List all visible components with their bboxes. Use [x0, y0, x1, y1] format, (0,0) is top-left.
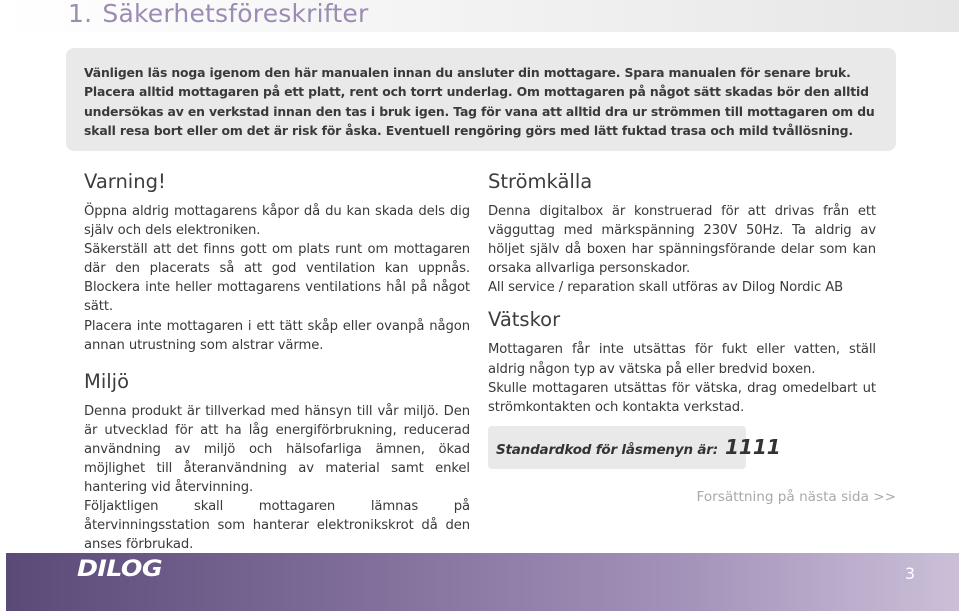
liquids-heading: Vätskor	[488, 308, 561, 332]
left-column	[84, 170, 470, 555]
power-paragraph: All service / reparation skall utföras av Dilog Nordic AB	[488, 280, 844, 296]
notice-line: skall resa bort eller om det är risk för åska. Eventuell rengöring görs med lätt fuktad trasa och mild tvållösning.	[84, 123, 853, 139]
lock-code-value: 1111	[725, 435, 781, 459]
lock-code-label: Standardkod för låsmenyn är:	[496, 442, 718, 458]
notice-line: undersökas av en verkstad innan den tas i bruk igen. Tag för vana att alltid dra ur strömmen till mottagaren om du	[84, 103, 875, 119]
warning-paragraph: Öppna aldrig mottagarens kåpor då du kan skada dels dig själv och dels elektroniken.	[84, 204, 470, 239]
right-column	[488, 170, 876, 417]
environment-paragraph: Denna produkt är tillverkad med hänsyn till vår miljö. Den är utvecklad för att ha låg energiförbrukning, reducerad användning av miljö och hälsofarliga ämnen, ökad möjlighet till återanvändning av material samt enkel hantering vid återvinning.	[84, 403, 470, 496]
notice-line: Placera alltid mottagaren på ett platt, rent och torrt underlag. Om mottagaren på något sätt skadas bör den alltid	[84, 84, 869, 100]
environment-heading: Miljö	[84, 369, 130, 393]
continue-next-page: Forsättning på nästa sida >>	[696, 489, 896, 505]
section-number: 1.	[68, 0, 93, 28]
lock-code-box	[488, 426, 781, 469]
power-heading: Strömkälla	[488, 170, 593, 193]
safety-notice-box	[66, 48, 896, 151]
page-title	[68, 0, 368, 28]
notice-line: Vänligen läs noga igenom den här manualen innan du ansluter din mottagare. Spara manualen för senare bruk.	[84, 65, 851, 80]
warning-heading: Varning!	[84, 170, 166, 193]
liquids-paragraph: Skulle mottagaren utsättas för vätska, drag omedelbart ut strömkontakten och kontakta verkstad.	[488, 380, 876, 415]
liquids-paragraph: Mottagaren får inte utsättas för fukt eller vatten, ställ aldrig någon typ av vätska på eller bredvid boxen.	[488, 342, 876, 377]
page-number: 3	[904, 564, 915, 583]
title-bar	[0, 0, 959, 32]
environment-paragraph: Följaktligen skall mottagaren lämnas på återvinningsstation som hanterar elektronikskrot då den anses förbrukad.	[84, 499, 470, 553]
warning-paragraph: Säkerställ att det finns gott om plats runt om mottagaren där den placerats så att god ventilation kan uppnås. Blockera inte heller mottagarens ventilations hål på något sätt.	[84, 242, 470, 315]
section-title: Säkerhetsföreskrifter	[102, 0, 369, 28]
dilog-logo: DILOG	[77, 557, 163, 582]
footer-bar	[6, 553, 959, 611]
warning-paragraph: Placera inte mottagaren i ett tätt skåp eller ovanpå någon annan utrustning som alstrar värme.	[84, 318, 470, 353]
power-paragraph: Denna digitalbox är konstruerad för att drivas från ett vägguttag med märkspänning 230V 50Hz. Ta aldrig av höljet själv då boxen har spänningsförande delar som kan orsaka allvarliga personskador.	[488, 204, 876, 277]
